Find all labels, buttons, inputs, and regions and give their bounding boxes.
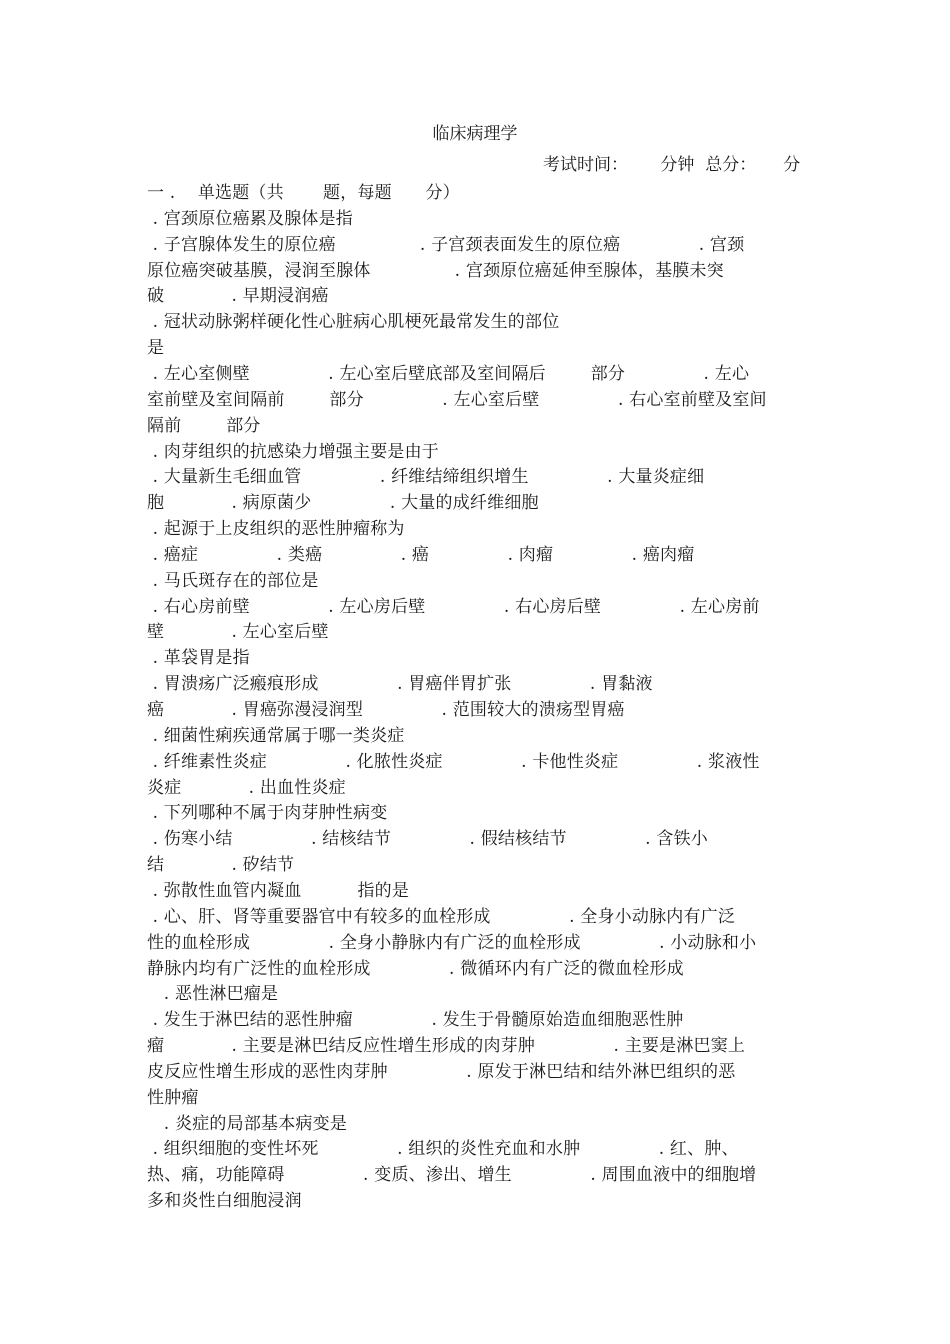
text-line: . 纤维素性炎症 . 化脓性炎症 . 卡他性炎症 . 浆液性 <box>147 751 760 772</box>
text-line: . 右心房前壁 . 左心房后壁 . 右心房后壁 . 左心房前 <box>147 596 760 617</box>
text-line: . 冠状动脉粥样硬化性心脏病心肌梗死最常发生的部位 <box>147 312 560 333</box>
text-line: 热、痛，功能障碍 . 变质、渗出、增生 . 周围血液中的细胞增 <box>147 1165 757 1186</box>
text-line: . 宫颈原位癌累及腺体是指 <box>147 208 354 229</box>
text-line: . 子宫腺体发生的原位癌 . 子宫颈表面发生的原位癌 . 宫颈 <box>147 234 745 255</box>
text-line: . 肉芽组织的抗感染力增强主要是由于 <box>147 441 440 462</box>
text-line: 皮反应性增生形成的恶性肉芽肿 . 原发于淋巴结和结外淋巴组织的恶 <box>147 1061 736 1082</box>
text-line: . 心、肝、肾等重要器官中有较多的血栓形成 . 全身小动脉内有广泛 <box>147 906 736 927</box>
text-line: 是 <box>147 338 165 359</box>
text-line: . 弥散性血管内凝血 指的是 <box>147 880 410 901</box>
text-line: 结 . 矽结节 <box>147 855 295 876</box>
text-line: 室前壁及室间隔前 部分 . 左心室后壁 . 右心室前壁及室间 <box>147 389 767 410</box>
text-line: 性的血栓形成 . 全身小静脉内有广泛的血栓形成 . 小动脉和小 <box>147 932 757 953</box>
text-line: 静脉内均有广泛性的血栓形成 . 微循环内有广泛的微血栓形成 <box>147 958 684 979</box>
text-line: 原位癌突破基膜，浸润至腺体 . 宫颈原位癌延伸至腺体，基膜未突 <box>147 260 724 281</box>
text-line: 性肿瘤 <box>147 1087 199 1108</box>
text-line: . 起源于上皮组织的恶性肿瘤称为 <box>147 519 405 540</box>
text-line: 多和炎性白细胞浸润 <box>147 1191 302 1212</box>
text-line: . 左心室侧壁 . 左心室后壁底部及室间隔后 部分 . 左心 <box>147 363 750 384</box>
text-line: 破 . 早期浸润癌 <box>147 286 329 307</box>
text-line: . 癌症 . 类癌 . 癌 . 肉瘤 . 癌肉瘤 <box>147 544 695 565</box>
document-title: 临床病理学 <box>432 124 518 144</box>
text-line: . 伤寒小结 . 结核结节 . 假结核结节 . 含铁小 <box>147 829 708 850</box>
text-line: . 发生于淋巴结的恶性肿瘤 . 发生于骨髓原始造血细胞恶性肿 <box>147 1010 684 1031</box>
text-line: . 细菌性痢疾通常属于哪一类炎症 <box>147 725 405 746</box>
text-line: 隔前 部分 <box>147 415 261 436</box>
text-line: 胞 . 病原菌少 . 大量的成纤维细胞 <box>147 493 539 514</box>
text-line: 炎症 . 出血性炎症 <box>147 777 346 798</box>
text-line: 壁 . 左心室后壁 <box>147 622 329 643</box>
text-line: . 恶性淋巴瘤是 <box>147 984 279 1005</box>
text-line: . 胃溃疡广泛瘢痕形成 . 胃癌伴胃扩张 . 胃黏液 <box>147 674 653 695</box>
text-line: 一 . 单选题（共 题，每题 分） <box>147 183 460 203</box>
text-line: . 下列哪种不属于肉芽肿性病变 <box>147 803 388 824</box>
text-line: 癌 . 胃癌弥漫浸润型 . 范围较大的溃疡型胃癌 <box>147 700 625 720</box>
text-line: 瘤 . 主要是淋巴结反应性增生形成的肉芽肿 . 主要是淋巴窦上 <box>147 1036 746 1057</box>
exam-info: 考试时间： 分钟 总分： 分 <box>543 155 801 175</box>
text-line: . 组织细胞的变性坏死 . 组织的炎性充血和水肿 . 红、肿、 <box>147 1139 739 1160</box>
text-line: . 炎症的局部基本病变是 <box>147 1113 348 1134</box>
text-line: . 马氏斑存在的部位是 <box>147 570 319 591</box>
text-line: . 大量新生毛细血管 . 纤维结缔组织增生 . 大量炎症细 <box>147 467 705 488</box>
text-line: . 革袋胃是指 <box>147 648 250 669</box>
